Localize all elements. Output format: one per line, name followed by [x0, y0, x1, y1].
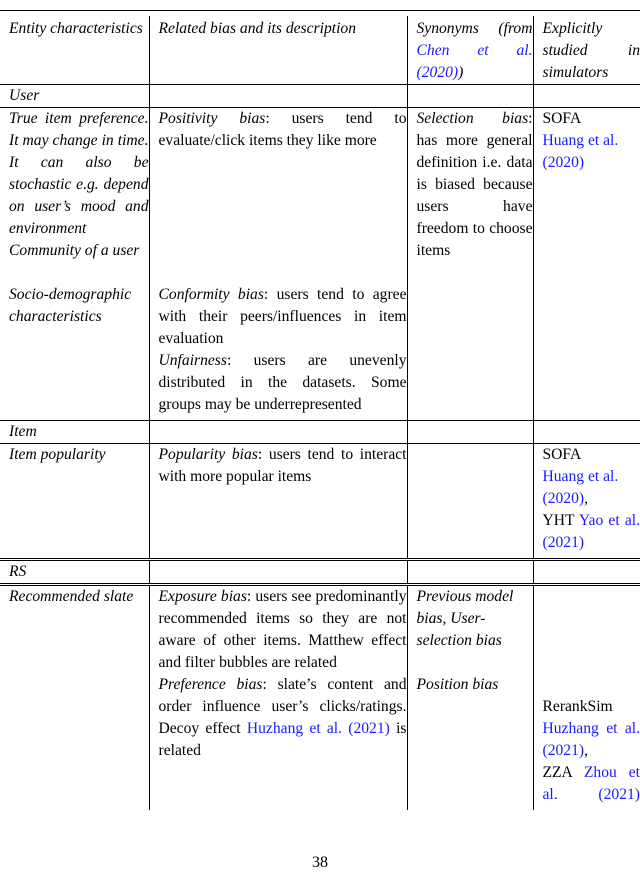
section-label-user: User	[0, 85, 149, 108]
citation-link[interactable]: Huzhang et al. (2021)	[543, 720, 640, 759]
bias-unfairness: Unfairness: users are unevenly distributed in the datasets. Some groups may be underrepresented	[159, 350, 407, 416]
section-label-rs: RS	[0, 560, 149, 585]
citation-link[interactable]: Chen et al. (2020)	[417, 42, 533, 81]
section-row-user	[0, 85, 640, 108]
rs-synonym-cell	[407, 585, 533, 811]
rs-simulator-cell: RerankSim Huzhang et al. (2021), ZZA Zhou et al. (2021)	[533, 585, 640, 811]
bias-table	[0, 16, 640, 810]
section-row-rs	[0, 560, 640, 585]
entity-community: Community of a user	[9, 240, 149, 262]
bias-positivity: Positivity bias: users tend to evaluate/click items they like more	[159, 108, 407, 152]
table-row-item	[0, 444, 640, 560]
table-header-row	[0, 16, 640, 85]
user-simulator-cell: SOFA Huang et al. (2020)	[533, 108, 640, 421]
entity-true-item-preference: True item preference. It may change in time. It can also be stochastic e.g. depend on user’s mood and environment	[9, 108, 149, 240]
citation-link[interactable]: Huang et al. (2020)	[543, 132, 619, 171]
entity-socio-demographic: Socio-demographic characteristics	[9, 284, 149, 328]
citation-link[interactable]: Yao et al. (2021)	[543, 512, 640, 551]
section-row-item	[0, 421, 640, 444]
bias-preference: Preference bias: slate’s content and order influence user’s clicks/ratings. Decoy effect Huzhang et al. (2021) is related	[159, 674, 407, 762]
user-synonym-cell: Selection bias: has more general definition i.e. data is biased because users have freedom to choose items	[407, 108, 533, 421]
bias-exposure: Exposure bias: users see predominantly recommended items so they are not aware of other items. Matthew effect and filter bubbles are related	[159, 586, 407, 674]
bias-conformity: Conformity bias: users tend to agree with their peers/influences in item evaluation	[159, 284, 407, 350]
item-simulator-cell: SOFA Huang et al. (2020), YHT Yao et al. (2021)	[533, 444, 640, 560]
section-label-item: Item	[0, 421, 149, 444]
user-entity-cell	[0, 108, 149, 421]
header-synonyms: Synonyms (from Chen et al. (2020))	[407, 16, 533, 85]
header-related-bias: Related bias and its description	[149, 16, 407, 85]
table-row-user	[0, 108, 640, 421]
item-synonym-cell	[407, 444, 533, 560]
item-bias-cell: Popularity bias: users tend to interact with more popular items	[149, 444, 407, 560]
header-simulators: Explicitly studied in simulators	[533, 16, 640, 85]
top-rule	[0, 10, 640, 11]
citation-link[interactable]: Zhou et al. (2021)	[543, 764, 640, 803]
page-number: 38	[0, 852, 640, 874]
synonym-previous-model-bias: Previous model bias, User-selection bias	[417, 586, 533, 652]
rs-bias-cell	[149, 585, 407, 811]
user-bias-cell	[149, 108, 407, 421]
rs-entity-cell: Recommended slate	[0, 585, 149, 811]
item-entity-cell: Item popularity	[0, 444, 149, 560]
citation-link[interactable]: Huang et al. (2020)	[543, 468, 619, 507]
synonym-position-bias: Position bias	[417, 674, 533, 696]
header-entity-characteristics: Entity characteristics	[0, 16, 149, 85]
table-row-rs	[0, 585, 640, 811]
citation-link[interactable]: Huzhang et al. (2021)	[247, 720, 390, 737]
synonym-selection-bias: Selection bias	[417, 110, 529, 127]
